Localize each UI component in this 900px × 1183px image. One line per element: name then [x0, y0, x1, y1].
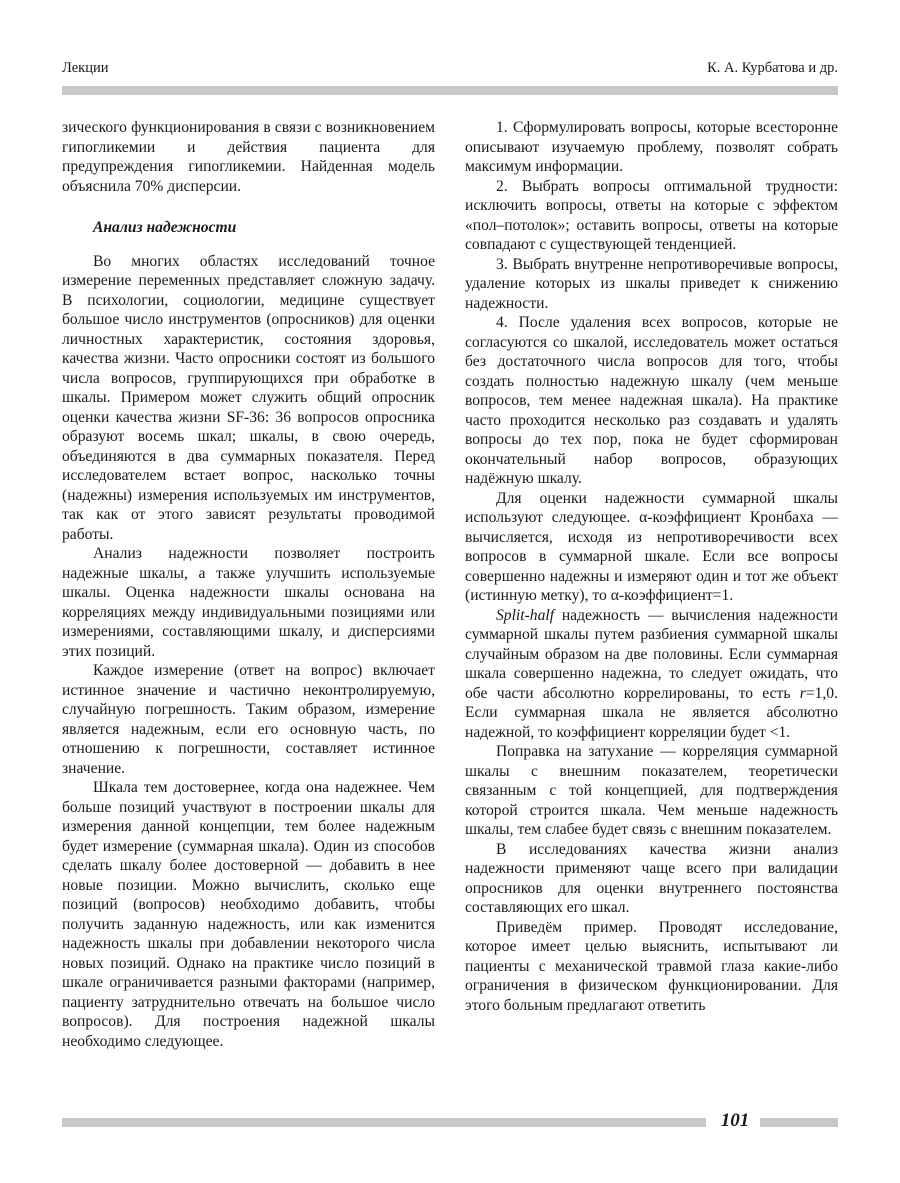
right-column — [465, 118, 838, 1015]
paragraph — [465, 606, 838, 743]
page-number: 101 — [720, 1110, 750, 1131]
paragraph: Во многих областях исследований точное измерение переменных представляет сложную задачу. В психологии, социологии, медицине существует большое число инструментов (опросников) для оценки личностных характеристик, состояния здоровья, качества жизни. Часто опросники состоят из большого числа вопросов, группирующихся при обработке в шкалы. Примером может служить общий опросник оценки качества жизни SF-36: 36 вопросов опросника образуют восемь шкал; шкалы, в свою очередь, объединяются в два суммарных показателя. Перед исследователем встает вопрос, насколько точны (надежны) измерения используемых им инструментов, так как от этого зависят результаты проводимой работы. — [62, 252, 435, 543]
paragraph: Для оценки надежности суммарной шкалы используют следующее. α-коэффициент Кронбаха — вычисляется, исходя из непротиворечивости всех вопросов в суммарной шкале. Если все вопросы совершенно надежны и измеряют один и тот же объект (истинную метку), то α-коэффициент=1. — [465, 489, 838, 604]
running-header — [62, 60, 838, 82]
paragraph: зического функционирования в связи с возникновением гипогликемии и действия пациента для предупреждения гипогликемии. Найденная модель объяснила 70% дисперсии. — [62, 119, 435, 195]
section-heading: Анализ надежности — [93, 219, 237, 236]
header-authors: К. А. Курбатова и др. — [707, 60, 838, 76]
footer-rule-end — [760, 1118, 838, 1127]
italic-symbol: r — [799, 684, 806, 702]
list-item: 1. Сформулировать вопросы, которые всесторонне описывают изучаемую проблему, позволят собрать максимум информации. — [465, 119, 838, 175]
paragraph: Анализ надежности позволяет построить надежные шкалы, а также улучшить используемые шкалы. Оценка надежности шкалы основана на корреляциях между индивидуальными позициями или измерениями, составляющими шкалу, и дисперсиями этих позиций. — [62, 545, 435, 660]
paragraph: Шкала тем достовернее, когда она надежнее. Чем больше позиций участвуют в построении шкалы для измерения данной концепции, тем более надежным будет измерение (суммарная шкала). Один из способов сделать шкалу более достоверной — добавить в нее новые позиции. Можно вычислить, сколько еще позиций (вопросов) необходимо добавить, чтобы получить заданную надежность, или как изменится надежность шкалы при добавлении некоторого числа новых позиций. Однако на практике число позиций в шкале ограничивается разными факторами (например, пациенту затруднительно отвечать на большое число вопросов). Для построения надежной шкалы необходимо следующее. — [62, 779, 435, 1050]
paragraph: В исследованиях качества жизни анализ надежности применяют чаще всего при валидации опросников для оценки внутреннего постоянства составляющих его шкал. — [465, 840, 838, 916]
text-run: надежность — вычисления надежности суммарной шкалы путем разбиения суммарной шкалы случайным образом на две половины. Если суммарная шкала совершенно надежна, то следует ожидать, что обе части абсолютно коррелированы, то есть — [465, 606, 838, 702]
footer-rule — [62, 1118, 706, 1127]
list-item: 2. Выбрать вопросы оптимальной трудности: исключить вопросы, ответы на которые с эффектом «пол–потолок»; оставить вопросы, ответы на которые совпадают с существующей тенденцией. — [465, 177, 838, 253]
header-section-title: Лекции — [62, 60, 109, 76]
list-item: 4. После удаления всех вопросов, которые не согласуются со шкалой, исследователь может остаться без достаточного числа вопросов для того, чтобы создать полностью надежную шкалу (чем меньше вопросов, тем менее надежная шкала). На практике часто проходится несколько раз создавать и удалять вопросы до тех пор, пока не будет сформирован окончательный набор вопросов, образующих надёжную шкалу. — [465, 314, 838, 487]
left-column — [62, 118, 435, 1051]
paragraph: Каждое измерение (ответ на вопрос) включает истинное значение и частично неконтролируемую, случайную погрешность. Таким образом, измерение является надежным, если его основную часть, по отношению к погрешности, составляет истинное значение. — [62, 662, 435, 777]
italic-term: Split-half — [496, 606, 555, 624]
paragraph: Поправка на затухание — корреляция суммарной шкалы с внешним показателем, теоретически связанным с той концепцией, для подтверждения которой строится шкала. Чем меньше надежность шкалы, тем слабее будет связь с внешним показателем. — [465, 743, 838, 838]
paragraph: Приведём пример. Проводят исследование, которое имеет целью выяснить, испытывают ли пациенты с механической травмой глаза какие-либо ограничения в физическом функционировании. Для этого больным предлагают ответить — [465, 918, 838, 1014]
list-item: 3. Выбрать внутренне непротиворечивые вопросы, удаление которых из шкалы приведет к снижению надежности. — [465, 255, 838, 312]
header-rule — [62, 86, 838, 95]
text-run: =1,0. Если суммарная шкала не является абсолютно надежной, то коэффициент корреляции будет <1. — [465, 684, 838, 741]
